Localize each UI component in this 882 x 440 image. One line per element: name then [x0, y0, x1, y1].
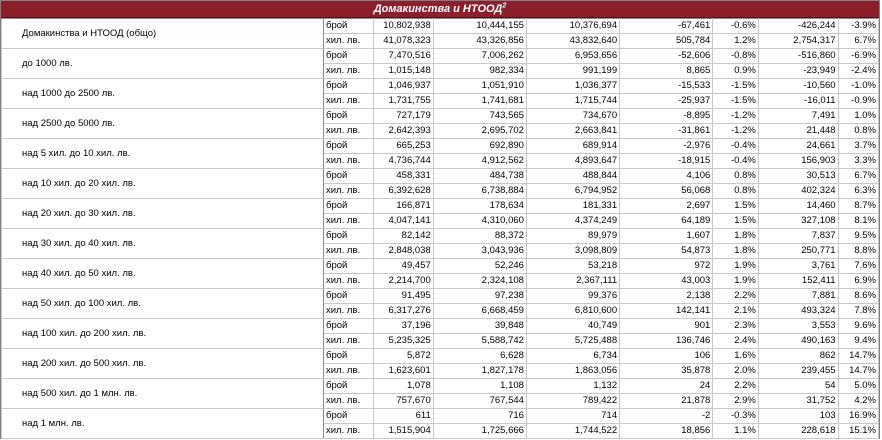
- cell-amount-change-pct: 0.9%: [713, 64, 759, 79]
- table-row: [2, 199, 879, 214]
- unit-count-label: брой: [324, 139, 374, 154]
- cell-count-change-pct: -1.2%: [713, 109, 759, 124]
- cell-count-value-2: 178,634: [433, 199, 526, 214]
- cell-amount-value-3: 4,893,647: [526, 154, 619, 169]
- cell-count-value-2: 39,848: [433, 319, 526, 334]
- cell-amount-change-total: 228,618: [758, 424, 838, 439]
- cell-count-value-2: 52,246: [433, 259, 526, 274]
- unit-count-label: брой: [324, 319, 374, 334]
- cell-amount-change: 56,068: [620, 184, 713, 199]
- unit-count-label: брой: [324, 229, 374, 244]
- cell-count-change-total: 7,881: [758, 289, 838, 304]
- cell-count-change: 901: [620, 319, 713, 334]
- cell-count-value-1: 665,253: [373, 139, 433, 154]
- cell-count-value-1: 82,142: [373, 229, 433, 244]
- cell-amount-change-total: 152,411: [758, 274, 838, 289]
- cell-count-value-2: 743,565: [433, 109, 526, 124]
- cell-count-change-pct: 2.2%: [713, 379, 759, 394]
- cell-count-change: -2: [620, 409, 713, 424]
- cell-count-value-2: 692,890: [433, 139, 526, 154]
- cell-count-change-total: 862: [758, 349, 838, 364]
- cell-amount-change-total-pct: 7.8%: [838, 304, 878, 319]
- cell-amount-change-total-pct: 8.1%: [838, 214, 878, 229]
- cell-count-change-total-pct: 1.0%: [838, 109, 878, 124]
- cell-amount-value-1: 1,515,904: [373, 424, 433, 439]
- cell-amount-value-2: 1,741,681: [433, 94, 526, 109]
- row-category-label: над 200 хил. до 500 хил. лв.: [2, 349, 324, 379]
- cell-count-change-pct: -1.5%: [713, 79, 759, 94]
- cell-count-value-3: 53,218: [526, 259, 619, 274]
- row-category-label: над 40 хил. до 50 хил. лв.: [2, 259, 324, 289]
- cell-count-change-pct: -0.8%: [713, 49, 759, 64]
- unit-amount-label: хил. лв.: [324, 304, 374, 319]
- cell-amount-value-1: 2,214,700: [373, 274, 433, 289]
- cell-count-change-pct: 1.8%: [713, 229, 759, 244]
- cell-amount-value-1: 6,317,276: [373, 304, 433, 319]
- cell-amount-value-2: 767,544: [433, 394, 526, 409]
- cell-amount-change-pct: 2.1%: [713, 304, 759, 319]
- cell-amount-change-total-pct: -0.9%: [838, 94, 878, 109]
- cell-count-value-1: 458,331: [373, 169, 433, 184]
- table-title-footnote: 2: [502, 2, 507, 10]
- cell-amount-change: -31,861: [620, 124, 713, 139]
- cell-count-value-1: 91,495: [373, 289, 433, 304]
- cell-count-value-2: 88,372: [433, 229, 526, 244]
- cell-amount-value-1: 2,848,038: [373, 244, 433, 259]
- cell-count-value-2: 97,238: [433, 289, 526, 304]
- cell-amount-value-3: 2,663,841: [526, 124, 619, 139]
- unit-amount-label: хил. лв.: [324, 154, 374, 169]
- cell-amount-value-2: 6,738,884: [433, 184, 526, 199]
- cell-count-change-total-pct: 9.5%: [838, 229, 878, 244]
- cell-count-change-total-pct: 8.6%: [838, 289, 878, 304]
- cell-amount-change: 136,746: [620, 334, 713, 349]
- cell-amount-change-total: 250,771: [758, 244, 838, 259]
- cell-count-change-total: 24,661: [758, 139, 838, 154]
- unit-amount-label: хил. лв.: [324, 334, 374, 349]
- cell-count-change: 106: [620, 349, 713, 364]
- cell-count-value-2: 484,738: [433, 169, 526, 184]
- cell-count-value-3: 6,734: [526, 349, 619, 364]
- cell-count-change: -2,976: [620, 139, 713, 154]
- unit-count-label: брой: [324, 379, 374, 394]
- cell-amount-change-total-pct: 9.4%: [838, 334, 878, 349]
- cell-amount-value-3: 6,810,600: [526, 304, 619, 319]
- cell-count-value-3: 181,331: [526, 199, 619, 214]
- cell-count-change-pct: 1.5%: [713, 199, 759, 214]
- cell-amount-change-total: 327,108: [758, 214, 838, 229]
- row-category-label: над 50 хил. до 100 хил. лв.: [2, 289, 324, 319]
- cell-count-change-total: 30,513: [758, 169, 838, 184]
- cell-amount-change-total: 2,754,317: [758, 34, 838, 49]
- cell-count-value-1: 7,470,516: [373, 49, 433, 64]
- cell-amount-change-pct: 2.0%: [713, 364, 759, 379]
- cell-count-change-total-pct: 14.7%: [838, 349, 878, 364]
- table-title-text: Домакинства и НТООД: [373, 3, 503, 15]
- unit-count-label: брой: [324, 79, 374, 94]
- table-row: [2, 79, 879, 94]
- table-row: [2, 259, 879, 274]
- cell-count-change-total: 3,761: [758, 259, 838, 274]
- unit-count-label: брой: [324, 49, 374, 64]
- cell-amount-change-total: -16,011: [758, 94, 838, 109]
- cell-amount-change: 35,878: [620, 364, 713, 379]
- cell-amount-change-total-pct: 6.9%: [838, 274, 878, 289]
- unit-count-label: брой: [324, 289, 374, 304]
- cell-amount-value-3: 2,367,111: [526, 274, 619, 289]
- cell-amount-value-1: 4,736,744: [373, 154, 433, 169]
- cell-amount-value-3: 1,863,056: [526, 364, 619, 379]
- cell-count-value-1: 727,179: [373, 109, 433, 124]
- cell-count-value-1: 611: [373, 409, 433, 424]
- cell-amount-change-pct: 2.9%: [713, 394, 759, 409]
- cell-count-value-2: 10,444,155: [433, 19, 526, 34]
- cell-amount-change-pct: 1.8%: [713, 244, 759, 259]
- cell-amount-value-3: 43,832,640: [526, 34, 619, 49]
- cell-amount-change-total-pct: 15.1%: [838, 424, 878, 439]
- cell-amount-value-3: 991,199: [526, 64, 619, 79]
- cell-amount-change-pct: -0.4%: [713, 154, 759, 169]
- unit-amount-label: хил. лв.: [324, 244, 374, 259]
- unit-count-label: брой: [324, 409, 374, 424]
- cell-amount-change-total-pct: -2.4%: [838, 64, 878, 79]
- cell-count-change: 2,138: [620, 289, 713, 304]
- cell-amount-value-3: 4,374,249: [526, 214, 619, 229]
- cell-count-value-3: 6,953,656: [526, 49, 619, 64]
- cell-count-value-3: 689,914: [526, 139, 619, 154]
- cell-count-value-2: 7,006,262: [433, 49, 526, 64]
- cell-amount-change-pct: 1.1%: [713, 424, 759, 439]
- cell-amount-value-1: 1,015,148: [373, 64, 433, 79]
- cell-amount-change-total: 21,448: [758, 124, 838, 139]
- cell-amount-change-total: 490,163: [758, 334, 838, 349]
- cell-amount-value-1: 4,047,141: [373, 214, 433, 229]
- cell-count-change-total: 103: [758, 409, 838, 424]
- cell-count-value-1: 10,802,938: [373, 19, 433, 34]
- cell-count-value-2: 716: [433, 409, 526, 424]
- cell-count-change-pct: -0.6%: [713, 19, 759, 34]
- cell-count-change-total: -426,244: [758, 19, 838, 34]
- row-category-label: над 100 хил. до 200 хил. лв.: [2, 319, 324, 349]
- cell-count-value-2: 6,628: [433, 349, 526, 364]
- cell-amount-value-1: 1,623,601: [373, 364, 433, 379]
- cell-amount-change-pct: 1.9%: [713, 274, 759, 289]
- cell-count-change-total-pct: 7.6%: [838, 259, 878, 274]
- cell-amount-value-3: 3,098,809: [526, 244, 619, 259]
- cell-count-change: 2,697: [620, 199, 713, 214]
- cell-amount-change: -18,915: [620, 154, 713, 169]
- cell-count-change-total: 14,460: [758, 199, 838, 214]
- row-category-label: над 5 хил. до 10 хил. лв.: [2, 139, 324, 169]
- cell-count-change-total: -516,860: [758, 49, 838, 64]
- cell-count-change: -67,461: [620, 19, 713, 34]
- cell-amount-change-pct: -1.5%: [713, 94, 759, 109]
- unit-amount-label: хил. лв.: [324, 64, 374, 79]
- cell-amount-change-total: 31,752: [758, 394, 838, 409]
- cell-amount-value-2: 5,588,742: [433, 334, 526, 349]
- table-body: [2, 19, 879, 439]
- cell-count-change-total: 54: [758, 379, 838, 394]
- row-category-label: над 500 хил. до 1 млн. лв.: [2, 379, 324, 409]
- unit-amount-label: хил. лв.: [324, 364, 374, 379]
- cell-count-value-1: 1,078: [373, 379, 433, 394]
- table-row: [2, 349, 879, 364]
- cell-amount-value-3: 6,794,952: [526, 184, 619, 199]
- cell-amount-value-2: 4,912,562: [433, 154, 526, 169]
- cell-amount-value-3: 5,725,488: [526, 334, 619, 349]
- cell-count-change-total-pct: -1.0%: [838, 79, 878, 94]
- cell-count-change-total-pct: -6.9%: [838, 49, 878, 64]
- row-category-label: над 1000 до 2500 лв.: [2, 79, 324, 109]
- cell-count-change-pct: 2.3%: [713, 319, 759, 334]
- cell-amount-value-2: 3,043,936: [433, 244, 526, 259]
- cell-count-change: 1,607: [620, 229, 713, 244]
- cell-count-change-total-pct: -3.9%: [838, 19, 878, 34]
- cell-count-change: 972: [620, 259, 713, 274]
- row-category-label: над 2500 до 5000 лв.: [2, 109, 324, 139]
- unit-count-label: брой: [324, 259, 374, 274]
- cell-count-value-3: 714: [526, 409, 619, 424]
- cell-count-value-3: 89,979: [526, 229, 619, 244]
- cell-count-change-total-pct: 3.7%: [838, 139, 878, 154]
- cell-amount-value-2: 1,827,178: [433, 364, 526, 379]
- cell-amount-change-pct: 1.2%: [713, 34, 759, 49]
- cell-count-change-total: 7,491: [758, 109, 838, 124]
- table-row: [2, 409, 879, 424]
- unit-count-label: брой: [324, 19, 374, 34]
- cell-amount-change: 142,141: [620, 304, 713, 319]
- unit-amount-label: хил. лв.: [324, 94, 374, 109]
- cell-amount-value-2: 2,695,702: [433, 124, 526, 139]
- cell-amount-value-1: 757,670: [373, 394, 433, 409]
- cell-amount-value-1: 6,392,628: [373, 184, 433, 199]
- cell-count-value-3: 1,132: [526, 379, 619, 394]
- cell-amount-change-total-pct: 0.8%: [838, 124, 878, 139]
- cell-amount-change-total-pct: 14.7%: [838, 364, 878, 379]
- cell-amount-change-pct: 2.4%: [713, 334, 759, 349]
- cell-amount-change-total: 156,903: [758, 154, 838, 169]
- cell-amount-value-2: 2,324,108: [433, 274, 526, 289]
- cell-amount-value-2: 6,668,459: [433, 304, 526, 319]
- cell-amount-change-total-pct: 4.2%: [838, 394, 878, 409]
- cell-amount-change-total: 402,324: [758, 184, 838, 199]
- cell-amount-change: 64,189: [620, 214, 713, 229]
- cell-amount-change-total: -23,949: [758, 64, 838, 79]
- cell-count-change-total-pct: 8.7%: [838, 199, 878, 214]
- cell-amount-change-pct: 1.5%: [713, 214, 759, 229]
- cell-count-change: -15,533: [620, 79, 713, 94]
- cell-count-value-3: 40,749: [526, 319, 619, 334]
- cell-amount-change: 505,784: [620, 34, 713, 49]
- cell-amount-value-1: 2,642,393: [373, 124, 433, 139]
- cell-count-value-1: 1,046,937: [373, 79, 433, 94]
- cell-count-change-pct: 1.6%: [713, 349, 759, 364]
- table-row: [2, 109, 879, 124]
- cell-count-change-total: 7,837: [758, 229, 838, 244]
- cell-count-change-total-pct: 6.7%: [838, 169, 878, 184]
- cell-count-change-total: 3,553: [758, 319, 838, 334]
- cell-count-value-3: 734,670: [526, 109, 619, 124]
- row-category-label: над 20 хил. до 30 хил. лв.: [2, 199, 324, 229]
- cell-amount-change: 21,878: [620, 394, 713, 409]
- row-category-label: над 1 млн. лв.: [2, 409, 324, 439]
- cell-count-value-2: 1,108: [433, 379, 526, 394]
- cell-count-change-total-pct: 9.6%: [838, 319, 878, 334]
- table-row: [2, 139, 879, 154]
- unit-amount-label: хил. лв.: [324, 34, 374, 49]
- cell-amount-value-2: 43,326,856: [433, 34, 526, 49]
- unit-amount-label: хил. лв.: [324, 184, 374, 199]
- cell-amount-value-3: 1,715,744: [526, 94, 619, 109]
- cell-amount-value-1: 1,731,755: [373, 94, 433, 109]
- table-title: [1, 1, 879, 18]
- cell-amount-change-total: 493,324: [758, 304, 838, 319]
- unit-amount-label: хил. лв.: [324, 394, 374, 409]
- cell-count-value-1: 49,457: [373, 259, 433, 274]
- cell-amount-value-3: 1,744,522: [526, 424, 619, 439]
- cell-count-value-3: 10,376,694: [526, 19, 619, 34]
- cell-count-change: 24: [620, 379, 713, 394]
- cell-count-change-pct: 2.2%: [713, 289, 759, 304]
- cell-amount-change-total: 239,455: [758, 364, 838, 379]
- unit-amount-label: хил. лв.: [324, 214, 374, 229]
- cell-amount-value-1: 5,235,325: [373, 334, 433, 349]
- unit-amount-label: хил. лв.: [324, 274, 374, 289]
- cell-amount-value-1: 41,078,323: [373, 34, 433, 49]
- cell-amount-change-total-pct: 6.3%: [838, 184, 878, 199]
- cell-count-change-total-pct: 5.0%: [838, 379, 878, 394]
- row-category-label: над 10 хил. до 20 хил. лв.: [2, 169, 324, 199]
- cell-amount-change: -25,937: [620, 94, 713, 109]
- data-table: [1, 18, 879, 439]
- row-category-label: над 30 хил. до 40 хил. лв.: [2, 229, 324, 259]
- table-row: [2, 289, 879, 304]
- cell-amount-value-2: 982,334: [433, 64, 526, 79]
- table-row: [2, 169, 879, 184]
- cell-amount-change: 43,003: [620, 274, 713, 289]
- cell-count-change-total-pct: 16.9%: [838, 409, 878, 424]
- cell-amount-value-3: 789,422: [526, 394, 619, 409]
- cell-count-change-pct: -0.3%: [713, 409, 759, 424]
- cell-amount-value-2: 1,725,666: [433, 424, 526, 439]
- unit-count-label: брой: [324, 199, 374, 214]
- cell-count-value-1: 37,196: [373, 319, 433, 334]
- cell-count-value-2: 1,051,910: [433, 79, 526, 94]
- table-row: [2, 379, 879, 394]
- unit-amount-label: хил. лв.: [324, 124, 374, 139]
- cell-count-value-1: 166,871: [373, 199, 433, 214]
- cell-count-value-1: 5,872: [373, 349, 433, 364]
- cell-amount-change-pct: 0.8%: [713, 184, 759, 199]
- cell-amount-change-total-pct: 8.8%: [838, 244, 878, 259]
- cell-amount-value-2: 4,310,060: [433, 214, 526, 229]
- cell-count-change-pct: 0.8%: [713, 169, 759, 184]
- cell-amount-change: 18,856: [620, 424, 713, 439]
- cell-amount-change: 8,865: [620, 64, 713, 79]
- table-row: [2, 229, 879, 244]
- cell-count-change: 4,106: [620, 169, 713, 184]
- cell-amount-change-pct: -1.2%: [713, 124, 759, 139]
- cell-amount-change-total-pct: 3.3%: [838, 154, 878, 169]
- cell-count-change: -8,895: [620, 109, 713, 124]
- unit-count-label: брой: [324, 349, 374, 364]
- cell-count-change-total: -10,560: [758, 79, 838, 94]
- unit-count-label: брой: [324, 169, 374, 184]
- table-row: [2, 19, 879, 34]
- cell-count-change: -52,606: [620, 49, 713, 64]
- table-row: [2, 49, 879, 64]
- cell-count-value-3: 1,036,377: [526, 79, 619, 94]
- cell-amount-change: 54,873: [620, 244, 713, 259]
- cell-count-change-pct: -0.4%: [713, 139, 759, 154]
- cell-count-value-3: 488,844: [526, 169, 619, 184]
- unit-amount-label: хил. лв.: [324, 424, 374, 439]
- unit-count-label: брой: [324, 109, 374, 124]
- cell-count-value-3: 99,376: [526, 289, 619, 304]
- row-category-label: до 1000 лв.: [2, 49, 324, 79]
- table-row: [2, 319, 879, 334]
- cell-count-change-pct: 1.9%: [713, 259, 759, 274]
- cell-amount-change-total-pct: 6.7%: [838, 34, 878, 49]
- row-category-label: Домакинства и НТООД (общо): [2, 19, 324, 49]
